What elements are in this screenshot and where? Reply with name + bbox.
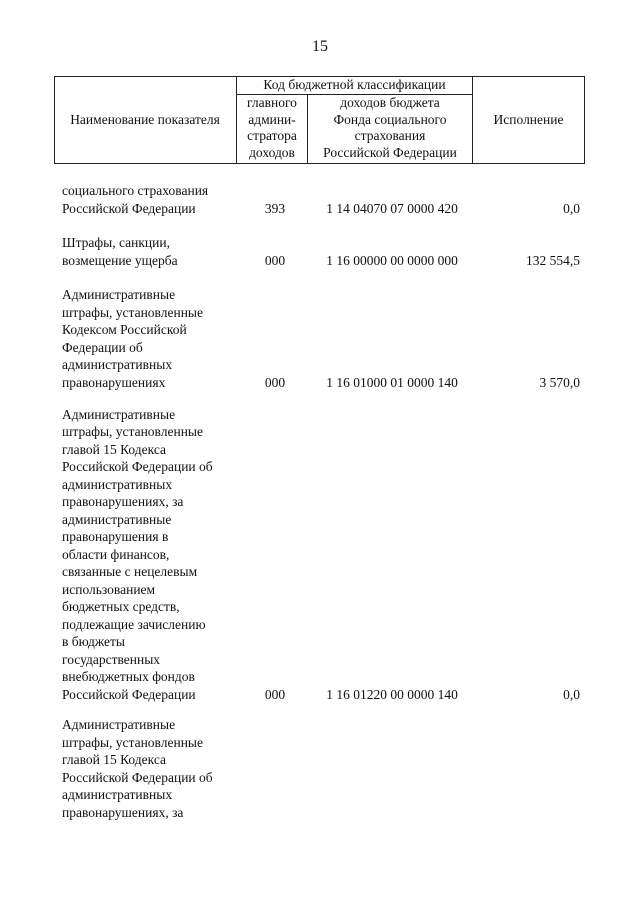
- row-admin-code: 000: [264, 374, 286, 390]
- table-row: [0, 234, 640, 269]
- row-name-line: правонарушениях, за: [62, 494, 184, 509]
- row-name-line: Федерации об: [62, 339, 143, 355]
- row-admin-code: 000: [264, 252, 286, 268]
- page-number: 15: [312, 38, 328, 55]
- row-bcc-code: 1 16 01000 01 0000 140: [326, 374, 458, 390]
- header-admin-line: главного: [247, 95, 297, 110]
- row-execution-value: 0,0: [563, 200, 580, 216]
- row-name: [62, 182, 242, 217]
- row-bcc-code: 1 14 04070 07 0000 420: [326, 200, 458, 216]
- row-name-line: Административные: [62, 287, 176, 302]
- row-name-line: возмещение ущерба: [62, 252, 178, 268]
- header-border-left: [54, 76, 55, 164]
- row-name-line: бюджетных средств,: [62, 599, 180, 614]
- row-name-line: административные: [62, 511, 172, 527]
- header-border-right: [584, 76, 585, 164]
- table-row: [0, 405, 640, 703]
- header-revenue-line: Фонда социального: [333, 111, 447, 127]
- row-execution-value: 132 554,5: [526, 252, 580, 268]
- row-name-line: правонарушения в: [62, 529, 169, 544]
- header-revenue-line: страхования: [354, 128, 426, 143]
- row-name-line: главой 15 Кодекса: [62, 752, 167, 767]
- header-execution: Исполнение: [493, 112, 564, 127]
- row-bcc-code: 1 16 01220 00 0000 140: [326, 686, 458, 702]
- row-name-line: штрафы, установленные: [62, 734, 203, 750]
- row-name-line: подлежащие зачислению: [62, 616, 206, 632]
- row-name-line: в бюджеты: [62, 634, 125, 649]
- row-admin-code: 000: [264, 686, 286, 702]
- row-bcc-code: 1 16 00000 00 0000 000: [326, 252, 458, 268]
- row-name-line: социального страхования: [62, 183, 209, 198]
- row-name: [62, 716, 242, 821]
- row-name-line: Российской Федерации об: [62, 459, 213, 474]
- row-name-line: Российской Федерации: [62, 686, 196, 702]
- row-name-line: главой 15 Кодекса: [62, 441, 167, 457]
- row-name-line: штрафы, установленные: [62, 424, 203, 439]
- table-row: [0, 182, 640, 217]
- row-name: [62, 406, 242, 704]
- row-name-line: Административные: [62, 406, 176, 422]
- header-admin-line: админи-: [248, 111, 296, 127]
- row-name-line: Российской Федерации об: [62, 769, 213, 785]
- row-name-line: внебюджетных фондов: [62, 669, 195, 684]
- row-name: [62, 286, 242, 391]
- header-revenue-line: доходов бюджета: [340, 95, 440, 110]
- row-name-line: Административные: [62, 717, 176, 732]
- row-name-line: административных: [62, 787, 173, 802]
- row-name-line: Кодексом Российской: [62, 322, 187, 337]
- header-revenue: [308, 95, 472, 161]
- row-name-line: связанные с нецелевым: [62, 564, 198, 579]
- row-name-line: административных: [62, 476, 173, 492]
- header-name: Наименование показателя: [70, 112, 220, 127]
- row-name-line: области финансов,: [62, 546, 170, 562]
- row-name-line: государственных: [62, 651, 161, 667]
- row-name-line: правонарушениях, за: [62, 804, 184, 820]
- header-bcc-group: Код бюджетной классификации: [263, 77, 446, 92]
- table-header: [54, 76, 585, 164]
- header-revenue-line: Российской Федерации: [323, 144, 457, 160]
- row-execution-value: 0,0: [563, 686, 580, 702]
- header-admin-line: стратора: [247, 128, 297, 143]
- row-execution-value: 3 570,0: [539, 374, 580, 390]
- table-row: [0, 286, 640, 391]
- table-row: [0, 716, 640, 821]
- row-name-line: административных: [62, 357, 173, 372]
- row-name-line: Штрафы, санкции,: [62, 235, 170, 250]
- row-name: [62, 234, 242, 269]
- row-name-line: Российской Федерации: [62, 200, 196, 216]
- row-name-line: штрафы, установленные: [62, 304, 203, 320]
- header-admin-line: доходов: [249, 144, 295, 160]
- row-name-line: правонарушениях: [62, 374, 166, 390]
- header-border-bottom: [54, 163, 585, 164]
- row-admin-code: 393: [264, 200, 286, 216]
- header-admin: [237, 95, 307, 161]
- row-name-line: использованием: [62, 581, 156, 597]
